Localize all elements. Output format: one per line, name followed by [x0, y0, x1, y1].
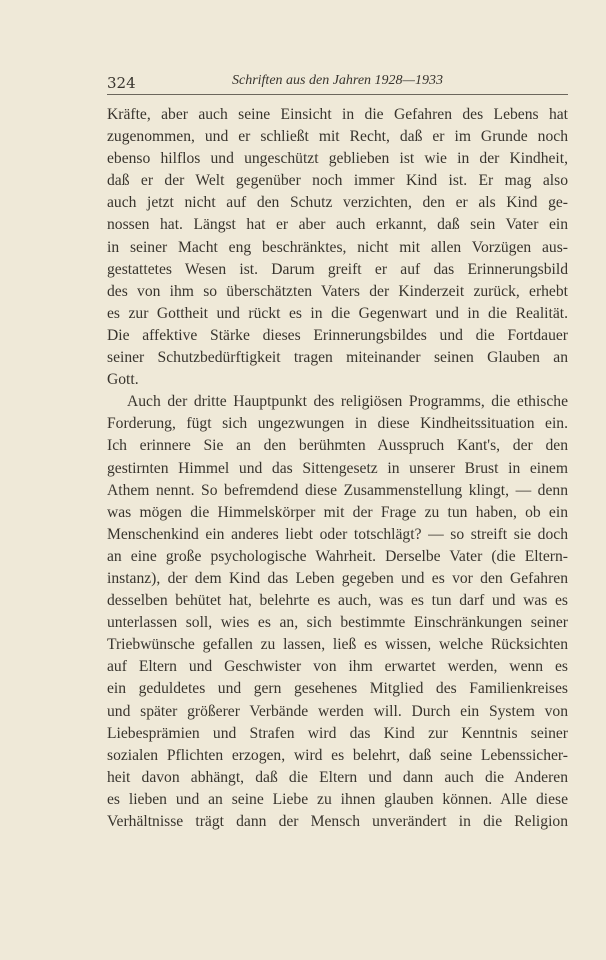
text-line: des von ihm so überschätzten Vaters der Kinderzeit zurück, erhebt — [107, 282, 568, 300]
paragraph — [107, 104, 568, 391]
running-title: Schriften aus den Jahren 1928—1933 — [231, 73, 443, 88]
text-line: Athem nennt. So befremdend diese Zusammenstellung klingt, — denn — [107, 481, 568, 499]
text-line: Ich erinnere Sie an den berühmten Ausspruch Kant's, der den — [107, 437, 568, 455]
text-line: ebenso hilflos und ungeschützt geblieben ist wie in der Kindheit, — [107, 150, 568, 168]
text-line: Menschenkind ein anderes liebt oder totschlägt? — so streift sie doch — [107, 525, 568, 543]
text-line: gestattetes Wesen ist. Darum greift er auf das Erinnerungsbild — [107, 260, 568, 278]
text-line: Forderung, fügt sich ungezwungen in diese Kindheitssituation ein. — [107, 415, 568, 433]
text-line: zugenommen, und er schließt mit Recht, daß er im Grunde noch — [107, 128, 568, 146]
text-line: desselben behütet hat, belehrte es auch, was es tun darf und was es — [107, 592, 568, 610]
paragraph — [107, 391, 568, 833]
text-line: auch jetzt nicht auf den Schutz verzichten, den er als Kind ge- — [107, 194, 568, 212]
text-line: Die affektive Stärke dieses Erinnerungsbildes und die Fortdauer — [107, 326, 568, 344]
text-line: daß er der Welt gegenüber noch immer Kind ist. Er mag also — [107, 172, 568, 190]
text-line: Verhältnisse trägt dann der Mensch unverändert in die Religion — [107, 813, 568, 830]
text-line: gestirnten Himmel und das Sittengesetz in unserer Brust in einem — [107, 459, 568, 477]
text-line: Liebesprämien und Strafen wird das Kind zur Kenntnis seiner — [107, 724, 568, 742]
text-line: auf Eltern und Geschwister von ihm erwartet werden, wenn es — [107, 658, 568, 676]
text-line: an eine große psychologische Wahrheit. Derselbe Vater (die Eltern- — [107, 547, 568, 565]
text-line: es zur Gottheit und rückt es in die Gegenwart und in die Realität. — [107, 304, 568, 322]
text-line: ein geduldetes und gern gesehenes Mitglied des Familienkreises — [107, 680, 568, 698]
text-line: was mögen die Himmelskörper mit der Frage zu tun haben, ob ein — [107, 503, 568, 521]
text-line: unterlassen soll, wies es an, sich bestimmte Einschränkungen seiner — [107, 614, 568, 632]
text-line: nossen hat. Längst hat er aber auch erkannt, daß sein Vater ein — [107, 216, 568, 234]
text-line: und später größerer Verbände werden will. Durch ein System von — [107, 702, 568, 720]
text-line: Kräfte, aber auch seine Einsicht in die Gefahren des Lebens hat — [107, 106, 568, 123]
text-line: in seiner Macht eng beschränktes, nicht mit allen Vorzügen aus- — [107, 238, 568, 256]
running-header — [107, 72, 568, 95]
text-line: es lieben und an seine Liebe zu ihnen glauben können. Alle diese — [107, 790, 568, 808]
text-line: Gott. — [107, 371, 139, 389]
text-line: Auch der dritte Hauptpunkt des religiösen Programms, die ethische — [127, 393, 568, 411]
page-number: 324 — [107, 74, 136, 92]
text-line: heit davon abhängt, daß die Eltern und dann auch die Anderen — [107, 768, 568, 786]
text-line: Triebwünsche gefallen zu lassen, ließ es wissen, welche Rücksichten — [107, 636, 568, 654]
body-text — [107, 104, 568, 833]
text-line: seiner Schutzbedürftigkeit tragen miteinander seinen Glauben an — [107, 349, 568, 367]
text-line: instanz), der dem Kind das Leben gegeben und es vor den Gefahren — [107, 569, 568, 587]
text-line: sozialen Pflichten erzogen, wird es belehrt, daß seine Lebenssicher- — [107, 746, 568, 764]
